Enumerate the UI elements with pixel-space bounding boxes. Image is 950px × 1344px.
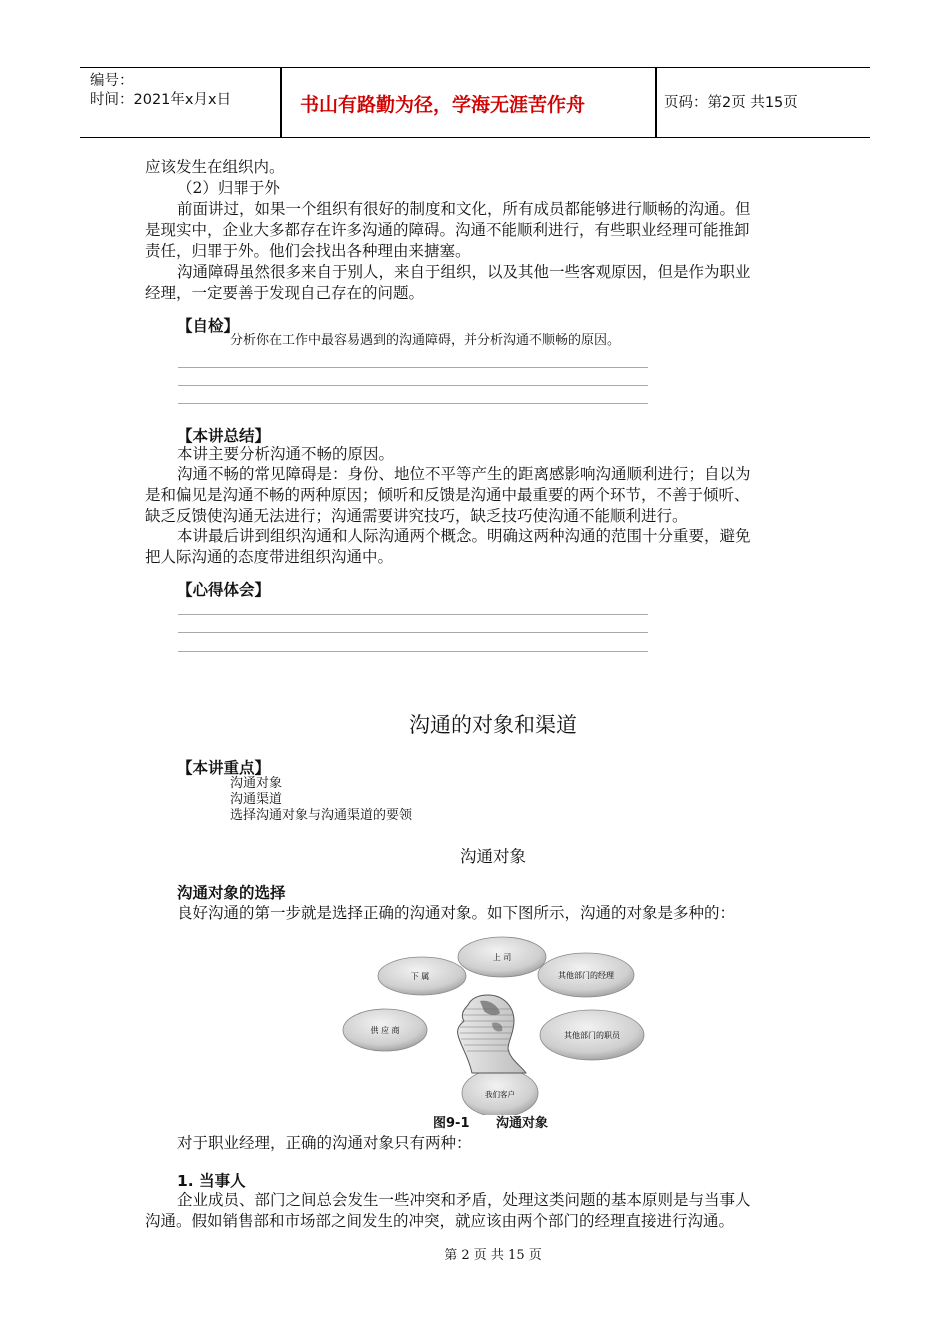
body-line: 应该发生在组织内。 (145, 158, 285, 176)
doc-time-label: 时间：2021年x月x日 (90, 92, 232, 108)
header-page-label: 页码：第2页 共15页 (664, 95, 798, 111)
keypoint-item: 选择沟通对象与沟通渠道的要领 (230, 808, 413, 823)
doc-number-label: 编号： (90, 73, 134, 89)
section-title: 沟通对象 (460, 847, 526, 866)
header-divider (280, 68, 282, 137)
summary-line: 沟通不畅的常见障碍是：身份、地位不平等产生的距离感影响沟通顺利进行；自以为 (177, 465, 751, 483)
summary-line: 把人际沟通的态度带进组织沟通中。 (145, 548, 394, 566)
selfcheck-heading: 【自检】 (177, 317, 240, 335)
header-motto: 书山有路勤为径，学海无涯苦作舟 (300, 94, 586, 116)
answer-line (178, 632, 648, 633)
label-subordinate: 下 属 (410, 972, 430, 981)
paragraph-line: 责任，归罪于外。他们会找出各种理由来搪塞。 (145, 242, 471, 260)
paragraph-line: 沟通障碍虽然很多来自于别人，来自于组织，以及其他一些客观原因，但是作为职业 (177, 263, 751, 281)
selfcheck-prompt: 分析你在工作中最容易遇到的沟通障碍，并分析沟通不顺畅的原因。 (230, 333, 621, 348)
paragraph-line: 经理，一定要善于发现自己存在的问题。 (145, 284, 425, 302)
item-line: 企业成员、部门之间总会发生一些冲突和矛盾，处理这类问题的基本原则是与当事人 (177, 1191, 751, 1209)
label-other-staff: 其他部门的职员 (564, 1031, 620, 1040)
keypoint-item: 沟通渠道 (230, 792, 283, 807)
after-figure-line: 对于职业经理，正确的沟通对象只有两种： (177, 1134, 472, 1152)
answer-line (178, 367, 648, 368)
item-line: 沟通。假如销售部和市场部之间发生的冲突，就应该由两个部门的经理直接进行沟通。 (145, 1212, 735, 1230)
paragraph-line: 前面讲过，如果一个组织有很好的制度和文化，所有成员都能够进行顺畅的沟通。但 (177, 200, 751, 218)
figure-caption-text: 沟通对象 (496, 1116, 549, 1131)
label-supplier: 供 应 商 (370, 1026, 400, 1035)
communication-targets-figure (330, 925, 650, 1115)
label-boss: 上 司 (492, 953, 512, 962)
summary-line: 本讲最后讲到组织沟通和人际沟通两个概念。明确这两种沟通的范围十分重要，避免 (177, 527, 751, 545)
subsection-title: 沟通对象的选择 (177, 884, 286, 902)
summary-heading: 【本讲总结】 (177, 427, 271, 445)
summary-line: 是和偏见是沟通不畅的两种原因；倾听和反馈是沟通中最重要的两个环节，不善于倾听、 (145, 486, 750, 504)
answer-line (178, 385, 648, 386)
answer-line (178, 614, 648, 615)
subheading-blame-outside: （2）归罪于外 (177, 179, 280, 197)
summary-line: 本讲主要分析沟通不畅的原因。 (177, 445, 395, 463)
intro-line: 良好沟通的第一步就是选择正确的沟通对象。如下图所示，沟通的对象是多种的： (177, 904, 736, 922)
answer-line (178, 651, 648, 652)
answer-line (178, 403, 648, 404)
paragraph-line: 是现实中，企业大多都存在许多沟通的障碍。沟通不能顺利进行，有些职业经理可能推卸 (145, 221, 750, 239)
page-footer: 第 2 页 共 15 页 (444, 1248, 542, 1263)
figure-caption-number: 图9-1 (433, 1116, 470, 1131)
header-divider (655, 68, 657, 137)
item-heading: 1. 当事人 (177, 1172, 246, 1190)
chapter-title: 沟通的对象和渠道 (409, 713, 577, 737)
keypoints-heading: 【本讲重点】 (177, 759, 271, 777)
label-customer: 我们客户 (485, 1090, 515, 1099)
keypoint-item: 沟通对象 (230, 776, 283, 791)
insight-heading: 【心得体会】 (177, 581, 271, 599)
label-other-manager: 其他部门的经理 (558, 971, 614, 980)
summary-line: 缺乏反馈使沟通无法进行；沟通需要讲究技巧，缺乏技巧使沟通不能顺利进行。 (145, 507, 688, 525)
